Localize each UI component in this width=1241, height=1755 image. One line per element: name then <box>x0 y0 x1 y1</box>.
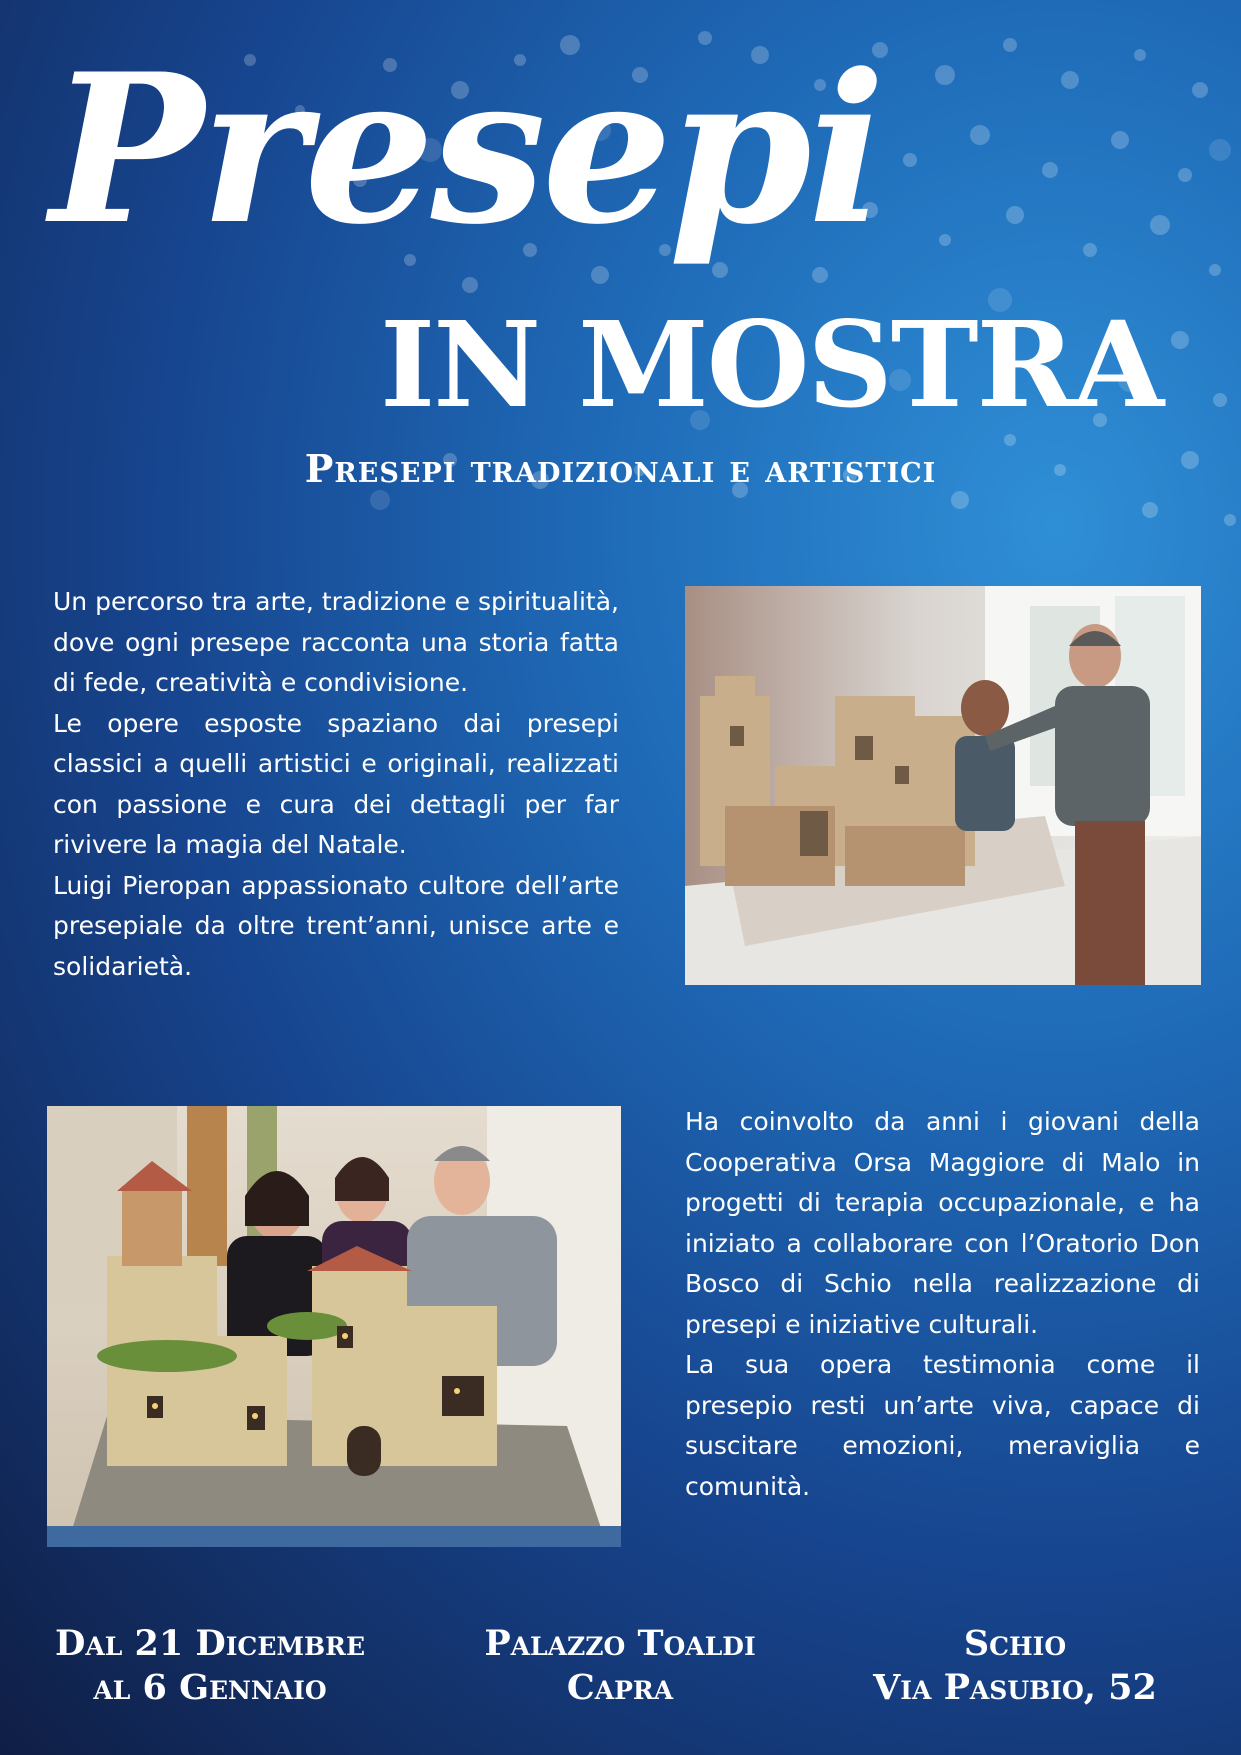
venue-line: Capra <box>566 1667 674 1708</box>
exhibition-venue <box>430 1622 810 1710</box>
intro-paragraph: Un percorso tra arte, tradizione e spiritualità, dove ogni presepe racconta una storia fatta di fede, creatività e condivisione. <box>53 587 619 697</box>
poster-title: Presepi <box>50 30 882 270</box>
address-line: Via Pasubio, 52 <box>873 1667 1157 1708</box>
photo-building-nativity <box>685 586 1201 985</box>
photo-group-with-nativity <box>47 1106 621 1547</box>
poster-subtitle: IN MOSTRA <box>380 295 1163 434</box>
intro-paragraph: Luigi Pieropan appassionato cultore dell’arte presepiale da oltre trent’anni, unisce arte e solidarietà. <box>53 870 619 981</box>
details-text <box>685 1102 1200 1507</box>
address-line: Schio <box>963 1623 1067 1664</box>
poster-tagline: Presepi tradizionali e artistici <box>304 446 937 491</box>
details-paragraph: Ha coinvolto da anni i giovani della Cooperativa Orsa Maggiore di Malo in progetti di terapia occupazionale, e ha iniziato a collaborare con l’Oratorio Don Bosco di Schio nella realizzazione di presepi e iniziative culturali. <box>685 1107 1200 1339</box>
exhibition-dates <box>40 1622 380 1710</box>
dates-line: Dal 21 Dicembre <box>54 1623 366 1664</box>
dates-line: al 6 Gennaio <box>93 1667 327 1708</box>
exhibition-address <box>840 1622 1190 1710</box>
intro-text <box>53 582 619 987</box>
intro-paragraph: Le opere esposte spaziano dai presepi classici a quelli artistici e originali, realizzati con passione e cura dei dettagli per far rivivere la magia del Natale. <box>53 708 619 859</box>
venue-line: Palazzo Toaldi <box>484 1623 756 1664</box>
details-paragraph: La sua opera testimonia come il presepio resti un’arte viva, capace di suscitare emozioni, meraviglia e comunità. <box>685 1350 1200 1501</box>
